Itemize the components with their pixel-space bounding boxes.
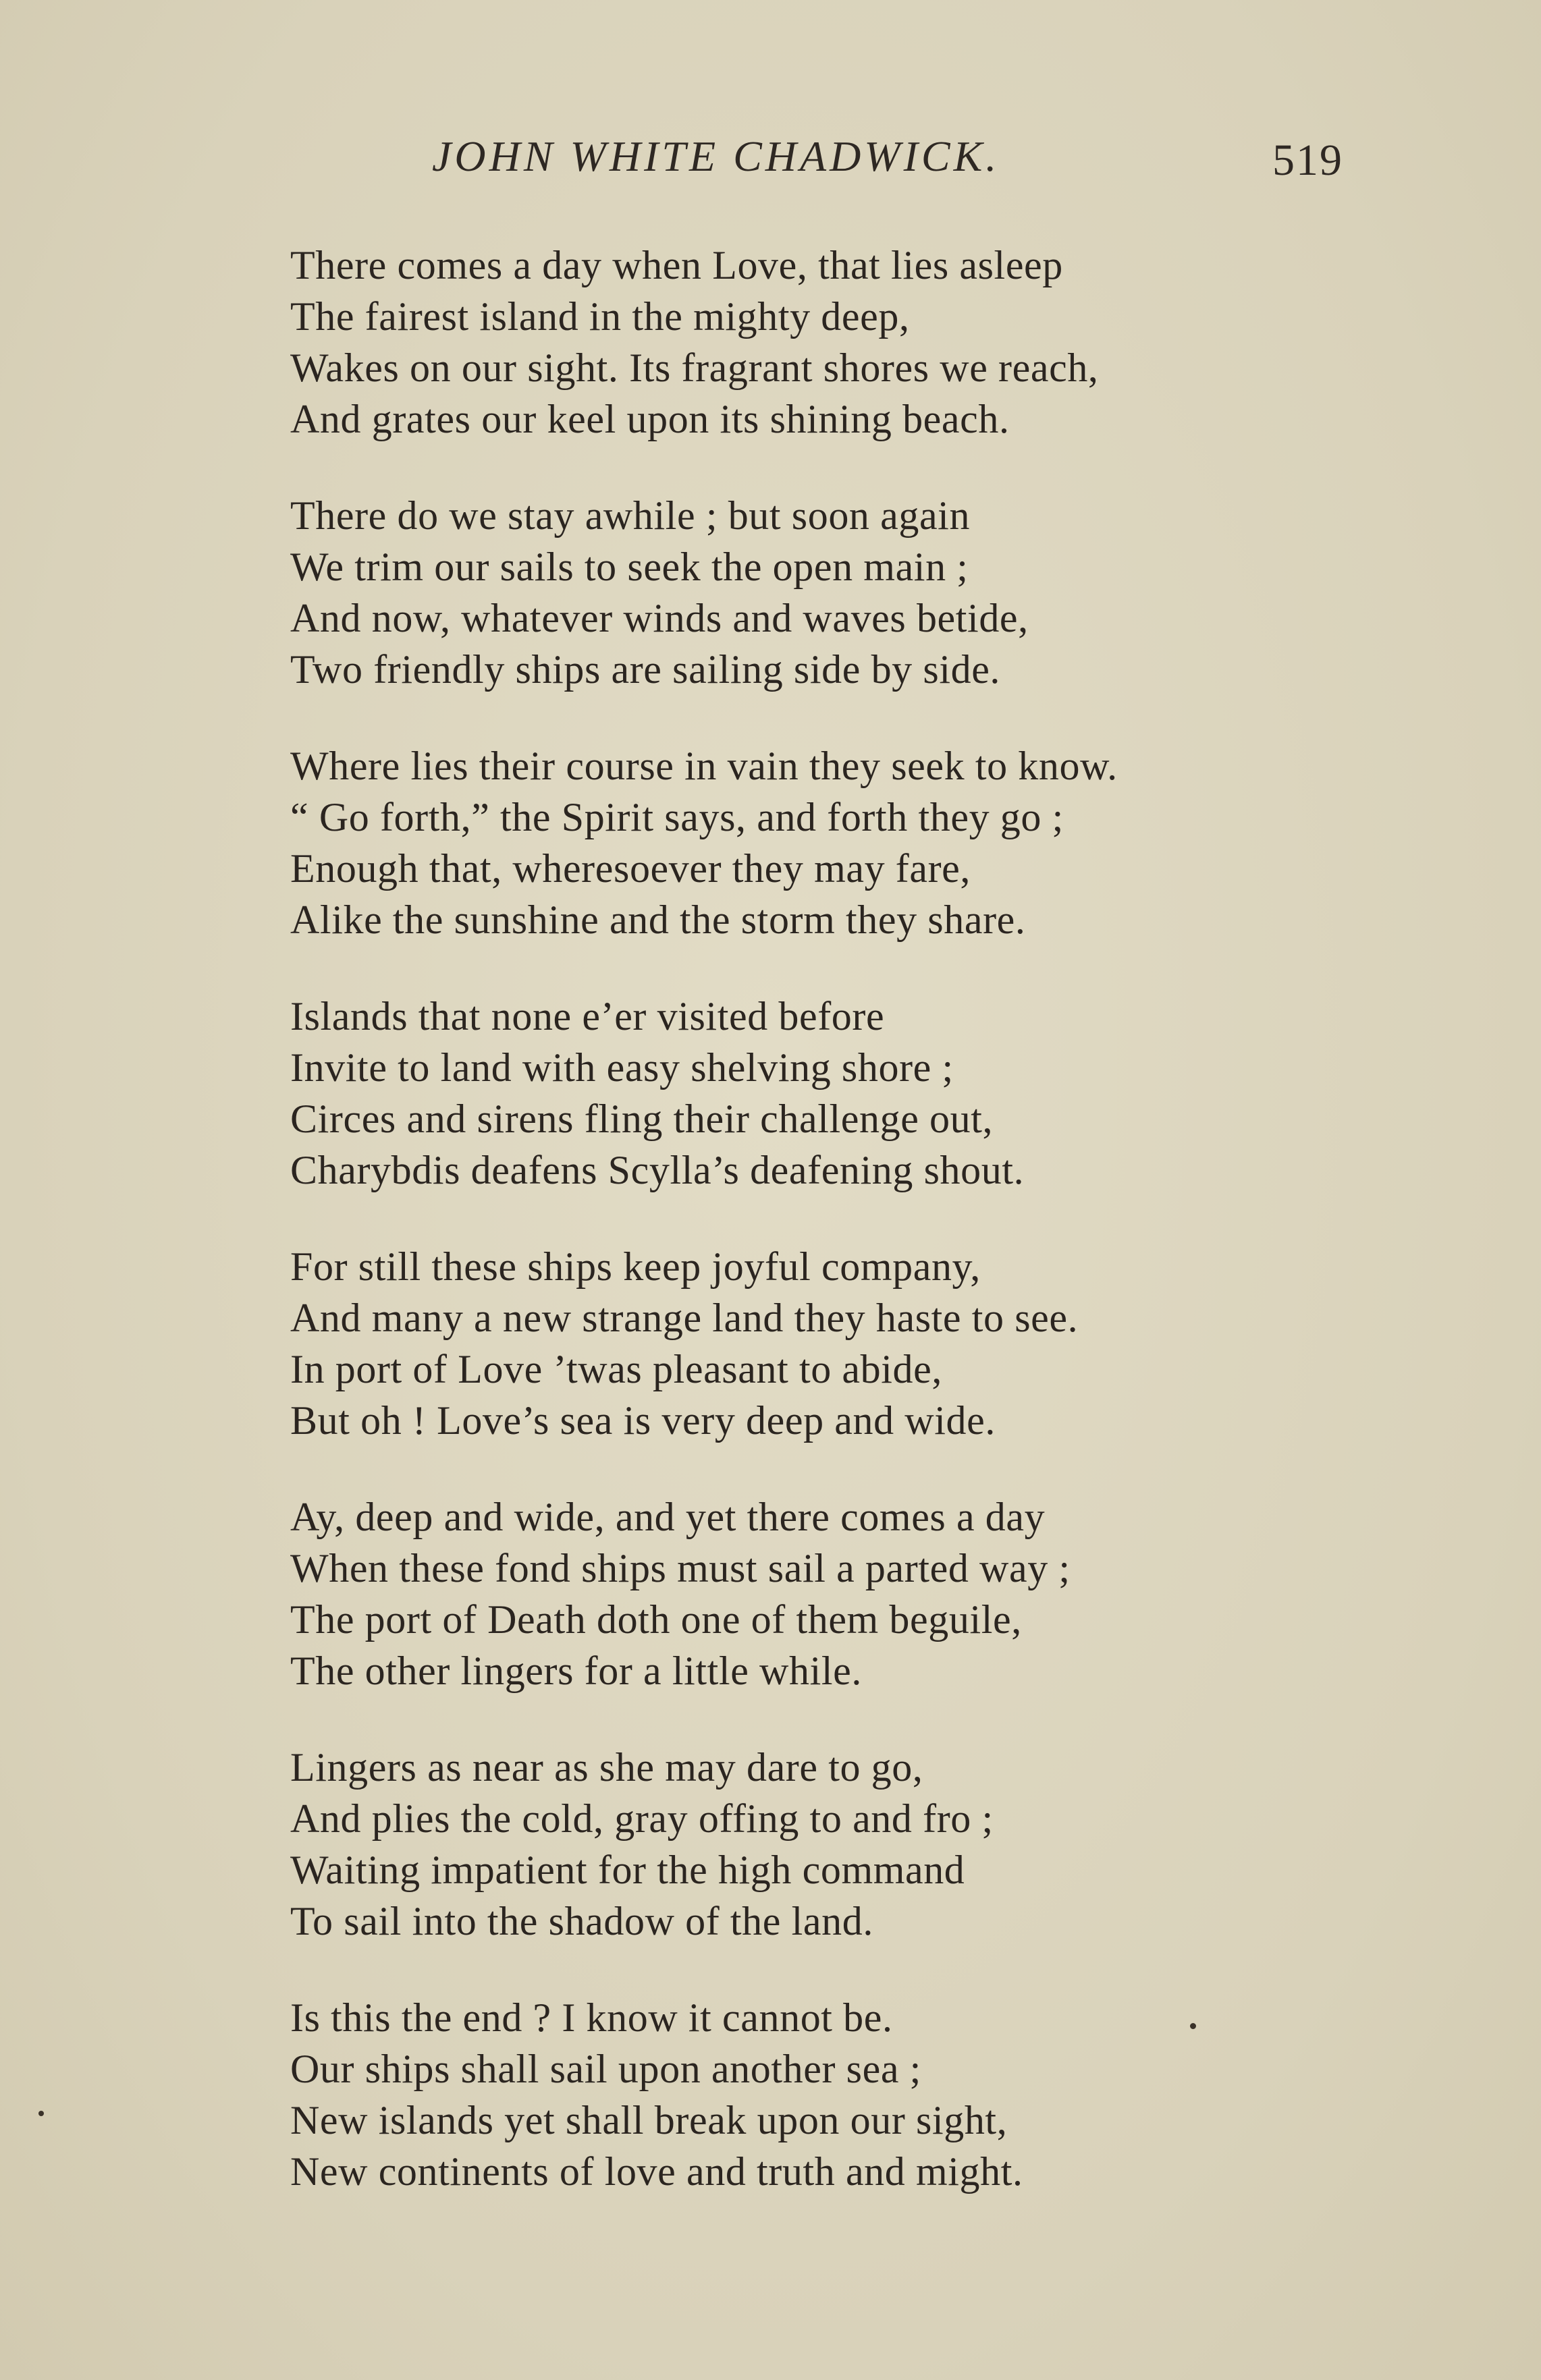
poem-line: Charybdis deafens Scylla’s deafening shout. <box>290 1148 1025 1192</box>
poem-line: We trim our sails to seek the open main ; <box>290 545 969 589</box>
poem-line: And plies the cold, gray offing to and fro ; <box>290 1796 994 1841</box>
poem-line: The port of Death doth one of them beguile, <box>290 1597 1022 1642</box>
poem <box>290 240 1370 2242</box>
poem-line: Lingers as near as she may dare to go, <box>290 1745 923 1790</box>
poem-line: New islands yet shall break upon our sight, <box>290 2098 1008 2142</box>
stanza <box>290 1742 1370 1947</box>
poem-line: Circes and sirens fling their challenge out, <box>290 1097 994 1141</box>
running-title: JOHN WHITE CHADWICK. <box>432 132 1000 180</box>
poem-line: For still these ships keep joyful company, <box>290 1244 981 1289</box>
stanza <box>290 490 1370 695</box>
poem-line: There do we stay awhile ; but soon again <box>290 493 971 538</box>
poem-line: There comes a day when Love, that lies asleep <box>290 243 1063 287</box>
poem-line: New continents of love and truth and might. <box>290 2149 1023 2194</box>
poem-line: And now, whatever winds and waves betide, <box>290 596 1029 640</box>
stanza <box>290 1241 1370 1446</box>
poem-line: The fairest island in the mighty deep, <box>290 294 910 339</box>
page-number: 519 <box>1272 136 1343 185</box>
ink-speck <box>38 2111 44 2116</box>
poem-line: But oh ! Love’s sea is very deep and wide. <box>290 1398 996 1443</box>
stanza <box>290 740 1370 945</box>
poem-line: Our ships shall sail upon another sea ; <box>290 2047 921 2091</box>
poem-line: And grates our keel upon its shining beach. <box>290 397 1010 441</box>
poem-line: And many a new strange land they haste to see. <box>290 1296 1079 1340</box>
poem-line: Alike the sunshine and the storm they share. <box>290 897 1026 942</box>
stanza <box>290 1491 1370 1696</box>
poem-line: Two friendly ships are sailing side by side. <box>290 647 1001 692</box>
ink-speck <box>1190 2023 1196 2029</box>
poem-line: Is this the end ? I know it cannot be. <box>290 1995 893 2040</box>
poem-line: Where lies their course in vain they seek to know. <box>290 744 1118 788</box>
stanza <box>290 240 1370 445</box>
poem-line: Ay, deep and wide, and yet there comes a day <box>290 1495 1046 1539</box>
poem-line: Wakes on our sight. Its fragrant shores we reach, <box>290 345 1099 390</box>
poem-line: In port of Love ’twas pleasant to abide, <box>290 1347 942 1391</box>
poem-line: Invite to land with easy shelving shore ; <box>290 1045 954 1090</box>
stanza <box>290 1992 1370 2197</box>
poem-line: Waiting impatient for the high command <box>290 1848 965 1892</box>
poem-line: The other lingers for a little while. <box>290 1649 862 1693</box>
poem-line: When these fond ships must sail a parted way ; <box>290 1546 1071 1590</box>
poem-line: Enough that, wheresoever they may fare, <box>290 846 971 891</box>
poem-line: To sail into the shadow of the land. <box>290 1899 873 1943</box>
poem-line: “ Go forth,” the Spirit says, and forth they go ; <box>290 795 1064 839</box>
stanza <box>290 991 1370 1196</box>
poem-line: Islands that none e’er visited before <box>290 994 885 1039</box>
